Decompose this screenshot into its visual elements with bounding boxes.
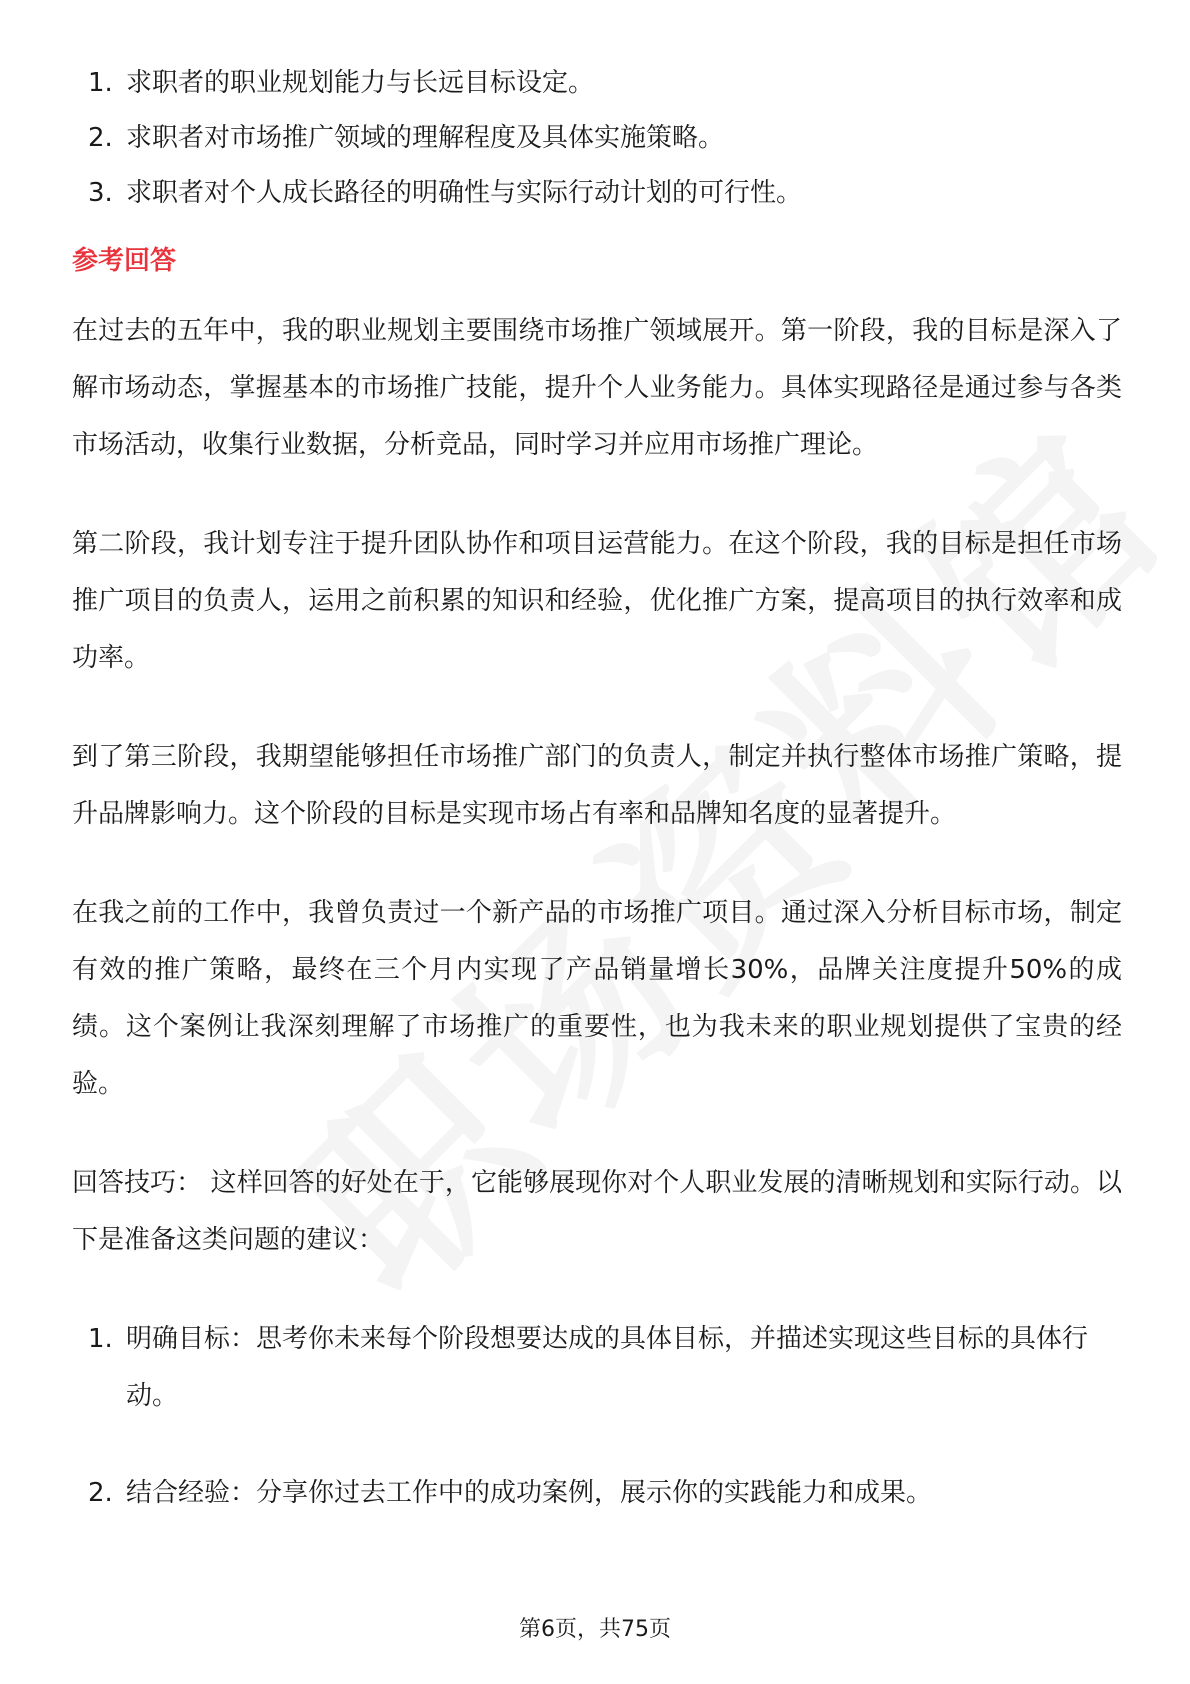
list-item: 1. 明确目标：思考你未来每个阶段想要达成的具体目标，并描述实现这些目标的具体行动。 xyxy=(88,1324,1089,1411)
tips-list xyxy=(72,1311,1122,1522)
document-body xyxy=(72,56,1122,1522)
list-item: 3. 求职者对个人成长路径的明确性与实际行动计划的可行性。 xyxy=(88,178,803,208)
paragraph: 回答技巧： 这样回答的好处在于，它能够展现你对个人职业发展的清晰规划和实际行动。以下是准备这类问题的建议： xyxy=(72,1168,1122,1255)
section-heading: 参考回答 xyxy=(72,246,177,276)
list-item: 2. 求职者对市场推广领域的理解程度及具体实施策略。 xyxy=(88,123,725,153)
intro-list xyxy=(72,56,1122,221)
list-item: 1. 求职者的职业规划能力与长远目标设定。 xyxy=(88,68,595,98)
list-item: 2. 结合经验：分享你过去工作中的成功案例，展示你的实践能力和成果。 xyxy=(88,1478,933,1508)
paragraph: 第二阶段，我计划专注于提升团队协作和项目运营能力。在这个阶段，我的目标是担任市场推广项目的负责人，运用之前积累的知识和经验，优化推广方案，提高项目的执行效率和成功率。 xyxy=(72,529,1122,673)
paragraph: 到了第三阶段，我期望能够担任市场推广部门的负责人，制定并执行整体市场推广策略，提升品牌影响力。这个阶段的目标是实现市场占有率和品牌知名度的显著提升。 xyxy=(72,742,1122,829)
paragraph: 在过去的五年中，我的职业规划主要围绕市场推广领域展开。第一阶段，我的目标是深入了解市场动态，掌握基本的市场推广技能，提升个人业务能力。具体实现路径是通过参与各类市场活动，收集行业数据，分析竞品，同时学习并应用市场推广理论。 xyxy=(72,316,1122,460)
paragraph: 在我之前的工作中，我曾负责过一个新产品的市场推广项目。通过深入分析目标市场，制定有效的推广策略，最终在三个月内实现了产品销量增长30%，品牌关注度提升50%的成绩。这个案例让我深刻理解了市场推广的重要性，也为我未来的职业规划提供了宝贵的经验。 xyxy=(72,898,1122,1099)
page-number: 第6页，共75页 xyxy=(519,1617,671,1642)
